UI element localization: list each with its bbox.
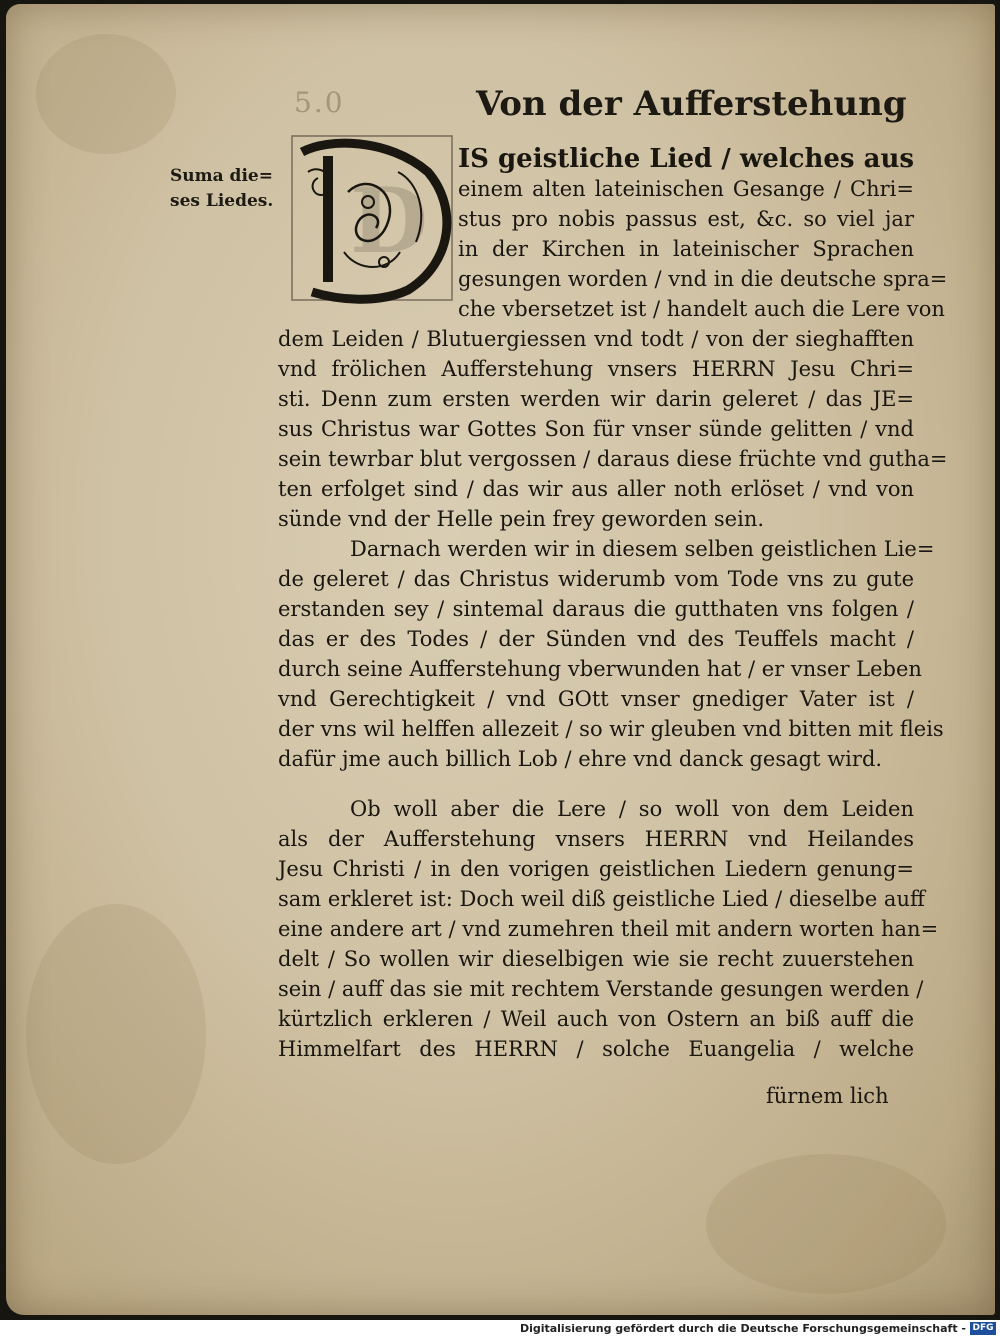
text-line: IS geistliche Lied / welches aus [458,144,914,174]
text-line: delt / So wollen wir dieselbigen wie sie recht zuuerstehen [278,947,914,971]
text-line: erstanden sey / sintemal daraus die gutthaten vns folgen / [278,597,914,621]
dfg-logo: DFG [970,1322,996,1335]
paragraph-2 [278,534,944,774]
text-line: sus Christus war Gottes Son für vnser sünde gelitten / vnd [278,417,914,441]
paper-stain [706,1154,946,1294]
text-line: Jesu Christi / in den vorigen geistlichen Liedern genung= [278,857,914,881]
text-line: sam erkleret ist: Doch weil diß geistliche Lied / dieselbe auff [278,887,925,911]
text-line: vnd frölichen Aufferstehung vnsers HERRN Jesu Chri= [278,357,914,381]
text-line: che vbersetzet ist / handelt auch die Lere von [458,297,945,321]
margin-note-line: Suma die= [170,166,273,186]
margin-note [170,164,273,214]
text-line: ten erfolget sind / das wir aus aller noth erlöset / vnd von [278,477,914,501]
text-line: sti. Denn zum ersten werden wir darin geleret / das JE= [278,387,914,411]
footer-bar [0,1320,1000,1338]
text-line: Ob woll aber die Lere / so woll von dem Leiden [350,797,914,821]
text-line: in der Kirchen in lateinischer Sprachen [458,237,914,261]
text-line: eine andere art / vnd zumehren theil mit andern worten han= [278,917,939,941]
paper-stain [26,904,206,1164]
text-line: als der Aufferstehung vnsers HERRN vnd Heilandes [278,827,914,851]
text-line: sein / auff das sie mit rechtem Verstande gesungen werden / [278,977,924,1001]
text-line: kürtzlich erkleren / Weil auch von Ostern an biß auff die [278,1007,914,1031]
paragraph-1 [278,324,948,534]
paragraph-intro [458,144,948,324]
folio-number: 5.0 [294,86,345,119]
text-line: gesungen worden / vnd in die deutsche spra= [458,267,948,291]
text-line: sein tewrbar blut vergossen / daraus diese früchte vnd gutha= [278,447,948,471]
text-line: das er des Todes / der Sünden vnd des Teuffels macht / [278,627,914,651]
funding-credit: Digitalisierung gefördert durch die Deutsche Forschungsgemeinschaft - [519,1322,966,1335]
paper-stain [36,34,176,154]
text-line: stus pro nobis passus est, &c. so viel jar [458,207,914,231]
decorated-initial [288,132,456,304]
text-line: durch seine Aufferstehung vberwunden hat / er vnser Leben [278,657,922,681]
text-line: Darnach werden wir in diesem selben geistlichen Lie= [350,537,935,561]
text-line: dem Leiden / Blutuergiessen vnd todt / von der sieghafften [278,327,914,351]
catchword: fürnem lich [766,1084,889,1108]
initial-letter: D [350,168,429,274]
running-head: Von der Aufferstehung [476,84,907,124]
text-line: de geleret / das Christus widerumb vom Tode vns zu gute [278,567,914,591]
text-line: sünde vnd der Helle pein frey geworden sein. [278,507,765,531]
text-line: vnd Gerechtigkeit / vnd GOtt vnser gnediger Vater ist / [278,687,914,711]
text-line: dafür jme auch billich Lob / ehre vnd danck gesagt wird. [278,747,883,771]
text-line: Himmelfart des HERRN / solche Euangelia / welche [278,1037,914,1061]
margin-note-line: ses Liedes. [170,191,274,211]
text-line: der vns wil helffen allezeit / so wir gleuben vnd bitten mit fleis [278,717,944,741]
text-line: einem alten lateinischen Gesange / Chri= [458,177,914,201]
paragraph-3 [278,794,939,1064]
book-page [6,4,995,1315]
